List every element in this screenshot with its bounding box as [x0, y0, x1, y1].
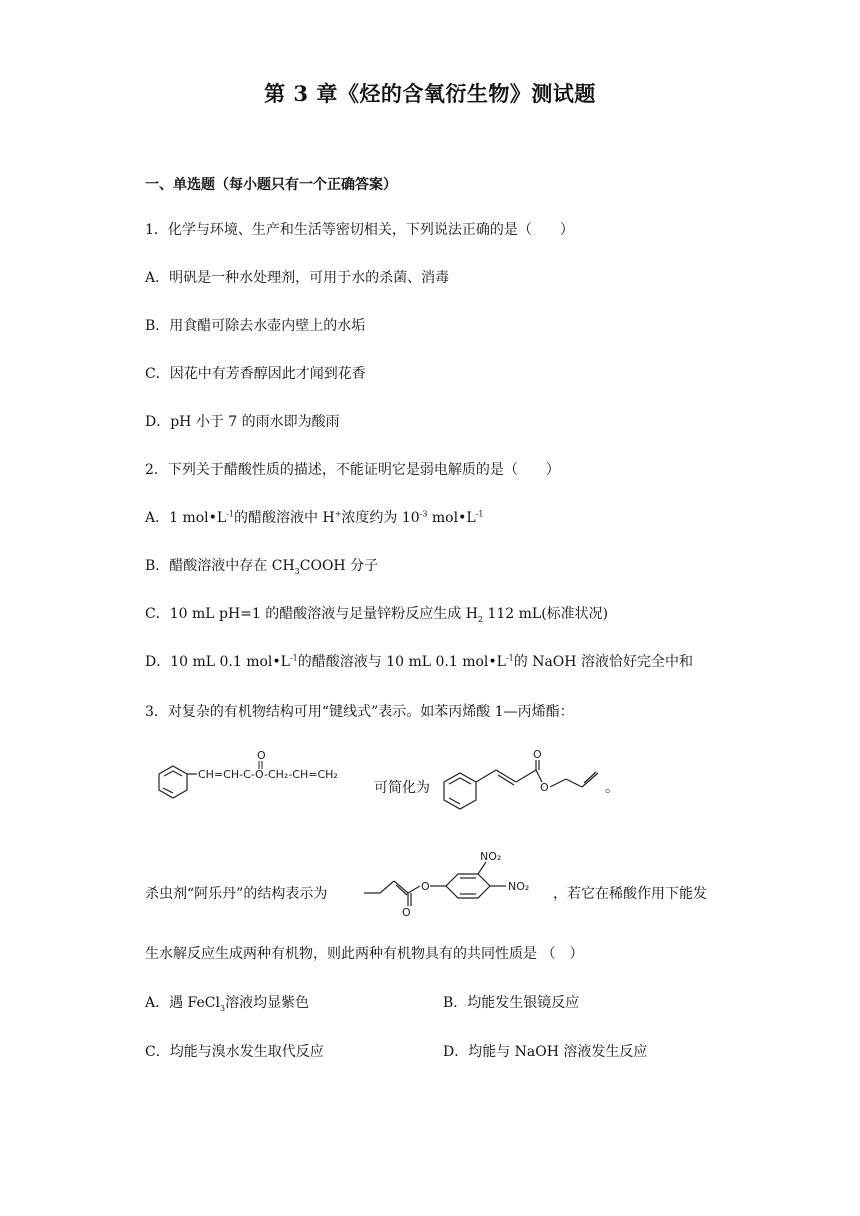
question-2-option-d: D．10 mL 0.1 $mol•L^{-1}$的醋酸溶液与 10 mL 0.1 $mol•L^{-1}$的 NaOH 溶液恰好完全中和 [145, 653, 693, 670]
benzene-ring-icon [159, 766, 187, 798]
question-3-stem: 3．对复杂的有机物结构可用“键线式”表示。如苯丙烯酸 1—丙烯酯： [145, 704, 574, 720]
alden-carbonyl-o-text: O [402, 906, 411, 919]
alden-ether-o-text: O [421, 880, 430, 893]
simplify-text: 可简化为 [374, 780, 430, 796]
nitro-right-text: NO₂ [508, 880, 530, 893]
full-structural-formula [155, 748, 380, 810]
formula-chain-text: CH=CH-C-O-CH₂-CH=CH₂ [198, 768, 338, 781]
question-1-option-c: C．因花中有芳香醇因此才闻到花香 [145, 366, 366, 382]
question-3-option-d: D．均能与 NaOH 溶液发生反应 [443, 1044, 648, 1060]
ester-o-mid-text: O [540, 781, 549, 794]
alden-structure [360, 848, 550, 923]
question-1-option-b: B．用食醋可除去水壶内壁上的水垢 [145, 318, 366, 334]
period-mark: 。 [605, 780, 619, 796]
question-1-option-a: A．明矾是一种水处理剂，可用于水的杀菌、消毒 [145, 270, 450, 286]
question-1-stem: 1．化学与环境、生产和生活等密切相关，下列说法正确的是（ ） [145, 222, 574, 238]
page-title: 第 3 章《烃的含氧衍生物》测试题 [264, 81, 596, 106]
section-heading: 一、单选题（每小题只有一个正确答案） [145, 177, 397, 193]
question-3-option-b: B．均能发生银镜反应 [443, 995, 580, 1011]
alden-intro-text-2: ，若它在稀酸作用下能发 [553, 886, 707, 902]
question-3-option-c: C．均能与溴水发生取代反应 [145, 1044, 324, 1060]
skeletal-formula [442, 745, 602, 820]
question-1-option-d: D．pH 小于 7 的雨水即为酸雨 [145, 414, 340, 430]
question-2-option-c: C．10 mL pH=1 的醋酸溶液与足量锌粉反应生成 $H_2$ 112 mL(标准状况) [145, 606, 609, 624]
benzene-ring-icon [444, 773, 476, 809]
alden-intro-text: 杀虫剂“阿乐丹”的结构表示为 [145, 886, 328, 902]
question-2-option-a: A．1 $mol•L^{-1}$的醋酸溶液中 H+浓度约为 $10^{-3}$ $mol•L^{-1}$ [145, 509, 484, 526]
question-3-option-a: A．遇 FeCl$_3$溶液均显紫色 [145, 995, 310, 1013]
question-3-stem-2: 生水解反应生成两种有机物，则此两种有机物具有的共同性质是 （ ） [145, 946, 584, 962]
nitro-top-text: NO₂ [480, 850, 502, 863]
question-2-stem: 2．下列关于醋酸性质的描述，不能证明它是弱电解质的是（ ） [145, 462, 560, 478]
ester-o-top-text: O [533, 748, 542, 761]
question-2-option-b: B．醋酸溶液中存在 $CH_3COOH$ 分子 [145, 558, 379, 576]
carbonyl-o-text: O [257, 749, 266, 762]
